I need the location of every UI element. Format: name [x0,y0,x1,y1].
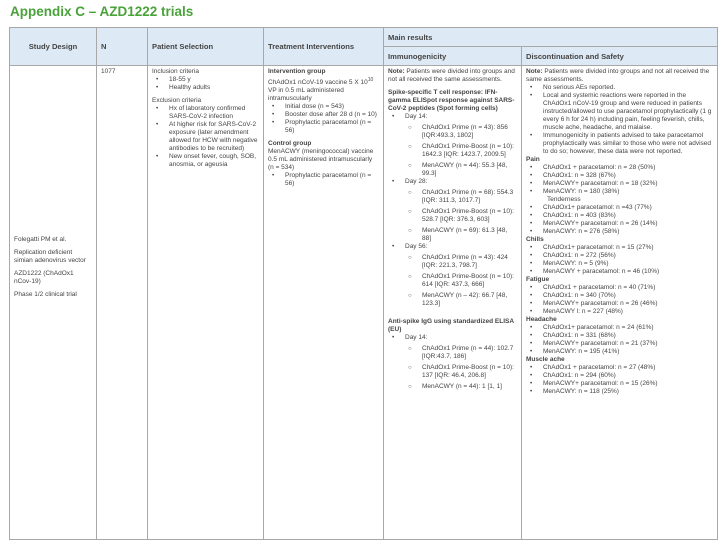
intervention-description: ChAdOx1 nCoV-19 vaccine 5 X $10^{10}$ VP in 0.5 mL administered intramuscularly [268,77,374,103]
study-design-cell [10,66,97,540]
fatigue-item: • ChAdOx1 + paracetamol: n = 40 (71%) [526,284,713,292]
intervention-item: • Initial dose (n = 543) [268,103,379,111]
result-item: ○ ChAdOx1 Prime-Boost (n = 10): 614 [IQR: 437.3, 666] [388,273,517,289]
result-item: ○ ChAdOx1 Prime-Boost (n = 10): 137 [IQR: 46.4, 206.8] [388,364,517,380]
day-item: • Day 28: ○ ChAdOx1 Prime (n = 68): 554.3 [IQR: 311.3, 1017.7] ○ ChAdOx1 Prime-Boost (n = 10): 528.7 [IQR: 376.3, 603] ○ MenACWY (n = 69): 61.3 [48, 88] [388,178,517,243]
study-author: Folegatti PM et al. [14,236,67,243]
tenderness-label: Tenderness [547,196,581,203]
muscle-ache-item: • MenACWY+ paracetamol: n = 15 (26%) [526,380,713,388]
headache-item: • ChAdOx1: n = 331 (68%) [526,332,713,340]
result-item: ○ ChAdOx1 Prime (n = 43): 856 [IQR:493.3, 1802] [388,124,517,140]
result-item: ○ ChAdOx1 Prime-Boost (n = 10): 1642.3 [IQR: 1423.7, 2009.5] [388,143,517,159]
chills-list [526,244,713,276]
control-item: • Prophylactic paracetamol (n = 56) [268,172,379,188]
muscle-ache-title: Muscle ache [526,356,565,363]
safety-bullet: • No serious AEs reported. [526,84,713,92]
pain-item: • ChAdOx1: n = 328 (67%) [526,172,713,180]
pain-item: • MenACWY: n = 180 (38%) [526,188,713,196]
study-phase: Phase 1/2 clinical trial [14,291,77,298]
intervention-item: • Prophylactic paracetamol (n = 56) [268,119,379,135]
intervention-list [268,103,379,135]
fatigue-item: • MenACWY l: n = 227 (48%) [526,308,713,316]
chills-item: • ChAdOx1+ paracetamol: n = 15 (27%) [526,244,713,252]
anti-spike-igg-title: Anti-spike IgG using standardized ELISA (EU) [388,318,514,333]
header-n: N [97,28,148,66]
result-item: ○ MenACWY (n = 69): 61.3 [48, 88] [388,227,517,243]
result-item: ○ ChAdOx1 Prime (n = 68): 554.3 [IQR: 311.3, 1017.7] [388,189,517,205]
inclusion-label: Inclusion criteria [152,68,199,75]
result-item: ○ MenACWY (n – 42): 66.7 [48, 123.3] [388,292,517,308]
result-item: ○ ChAdOx1 Prime (n = 43): 424 [IQR: 221.3, 798.7] [388,254,517,270]
header-study-design: Study Design [10,28,97,66]
safety-bullet: • Immunogenicity in patients advised to take paracetamol prophylactically was similar to those who were not advised to do so; however, these data were not reported. [526,132,713,156]
header-treatment-interventions: Treatment Interventions [264,28,384,66]
fatigue-title: Fatigue [526,276,550,283]
exclusion-item: • New onset fever, cough, SOB, anosmia, or ageusia [152,153,259,169]
inclusion-item: • 18-55 y [152,76,259,84]
muscle-ache-item: • ChAdOx1 + paracetamol: n = 27 (48%) [526,364,713,372]
result-item: ○ MenACWY (n = 44): 1 [1, 1] [388,383,517,391]
pain-item: • MenACWY+ paracetamol: n = 18 (32%) [526,180,713,188]
headache-item: • ChAdOx1+ paracetamol: n = 24 (61%) [526,324,713,332]
patient-selection-cell [148,66,264,540]
result-item: ○ MenACWY (n = 44): 55.3 [48, 99.3] [388,162,517,178]
headache-item: • MenACWY: n = 195 (41%) [526,348,713,356]
result-item: ○ ChAdOx1 Prime (n = 44): 102.7 [IQR:43.7, 186] [388,345,517,361]
sample-size: 1077 [101,68,116,75]
headache-list [526,324,713,356]
muscle-ache-item: • MenACWY: n = 118 (25%) [526,388,713,396]
spike-days-list [388,113,517,308]
control-list [268,172,379,188]
chills-item: • ChAdOx1: n = 272 (56%) [526,252,713,260]
tenderness-list [526,204,713,236]
fatigue-list [526,284,713,316]
control-group-title: Control group [268,140,312,148]
immunogenicity-note: Note: Patients were divided into groups and not all received the same assessments. [388,68,515,83]
muscle-ache-list [526,364,713,396]
exclusion-item: • Hx of laboratory confirmed SARS-CoV-2 infection [152,105,259,121]
immunogenicity-cell [384,66,522,540]
intervention-group-title: Intervention group [268,68,326,75]
safety-bullets [526,84,713,156]
exclusion-list [152,105,259,169]
tenderness-item: • ChAdOx1: n = 403 (83%) [526,212,713,220]
safety-cell [522,66,718,540]
igg-days-list [388,334,517,391]
tenderness-item: • MenACWY+ paracetamol: n = 26 (14%) [526,220,713,228]
exclusion-item: • At higher risk for SARS-CoV-2 exposure (later amendment allowed for HCW with negative antibodies to be recruited) [152,121,259,153]
intervention-item: • Booster dose after 28 d (n = 10) [268,111,379,119]
chills-title: Chills [526,236,544,243]
tenderness-item: • MenACWY: n = 276 (58%) [526,228,713,236]
fatigue-item: • ChAdOx1: n = 340 (70%) [526,292,713,300]
headache-item: • MenACWY+ paracetamol: n = 21 (37%) [526,340,713,348]
fatigue-item: • MenACWY+ paracetamol: n = 26 (46%) [526,300,713,308]
result-item: ○ ChAdOx1 Prime-Boost (n = 10): 528.7 [IQR: 376.3, 603] [388,208,517,224]
pain-title: Pain [526,156,540,163]
header-discontinuation-safety: Discontinuation and Safety [522,47,718,66]
chills-item: • MenACWY + paracetamol: n = 46 (10%) [526,268,713,276]
safety-bullet: • Local and systemic reactions were reported in the ChAdOx1 nCoV-19 group and were reduced in patients instructed/allowed to use paracetamol prophylactically (1 g every 6 h for 24 h) including pain, feeling feverish, chills, muscle ache, headache, and malaise. [526,92,713,132]
trials-table [9,27,718,540]
muscle-ache-item: • ChAdOx1: n = 294 (60%) [526,372,713,380]
control-description: MenACWY (meningococcal) vaccine 0.5 mL administered intramuscularly (n = 534) [268,148,374,172]
day-item: • Day 14: ○ ChAdOx1 Prime (n = 44): 102.7 [IQR:43.7, 186] ○ ChAdOx1 Prime-Boost (n = 10): 137 [IQR: 46.4, 206.8] ○ MenACWY (n = 44): 1 [1, 1] [388,334,517,391]
pain-list [526,164,713,196]
safety-note: Note: Patients were divided into groups and not all received the same assessments. [526,68,710,83]
pain-item: • ChAdOx1 + paracetamol: n = 28 (50%) [526,164,713,172]
day-item: • Day 14: ○ ChAdOx1 Prime (n = 43): 856 [IQR:493.3, 1802] ○ ChAdOx1 Prime-Boost (n = 10): 1642.3 [IQR: 1423.7, 2009.5] ○ MenACWY (n = 44): 55.3 [48, 99.3] [388,113,517,178]
day-item: • Day 56: ○ ChAdOx1 Prime (n = 43): 424 [IQR: 221.3, 798.7] ○ ChAdOx1 Prime-Boost (n = 10): 614 [IQR: 437.3, 666] ○ MenACWY (n – 42): 66.7 [48, 123.3] [388,243,517,308]
n-cell [97,66,148,540]
headache-title: Headache [526,316,557,323]
tenderness-item: • ChAdOx1+ paracetamol: n =43 (77%) [526,204,713,212]
header-main-results: Main results [384,28,718,47]
inclusion-list [152,76,259,92]
header-immunogenicity: Immunogenicity [384,47,522,66]
chills-item: • MenACWY: n = 5 (9%) [526,260,713,268]
page-title: Appendix C – AZD1222 trials [10,4,194,19]
spike-t-cell-title: Spike-specific T cell response: IFN-gamma ELISpot response against SARS-CoV-2 peptides (Spot forming cells) [388,89,515,112]
header-patient-selection: Patient Selection [148,28,264,66]
exclusion-label: Exclusion criteria [152,97,202,104]
study-vaccine: AZD1222 (ChAdOx1 nCov-19) [14,270,74,285]
treatment-cell [264,66,384,540]
inclusion-item: • Healthy adults [152,84,259,92]
study-design-type: Replication deficient simian adenovirus vector [14,249,86,264]
